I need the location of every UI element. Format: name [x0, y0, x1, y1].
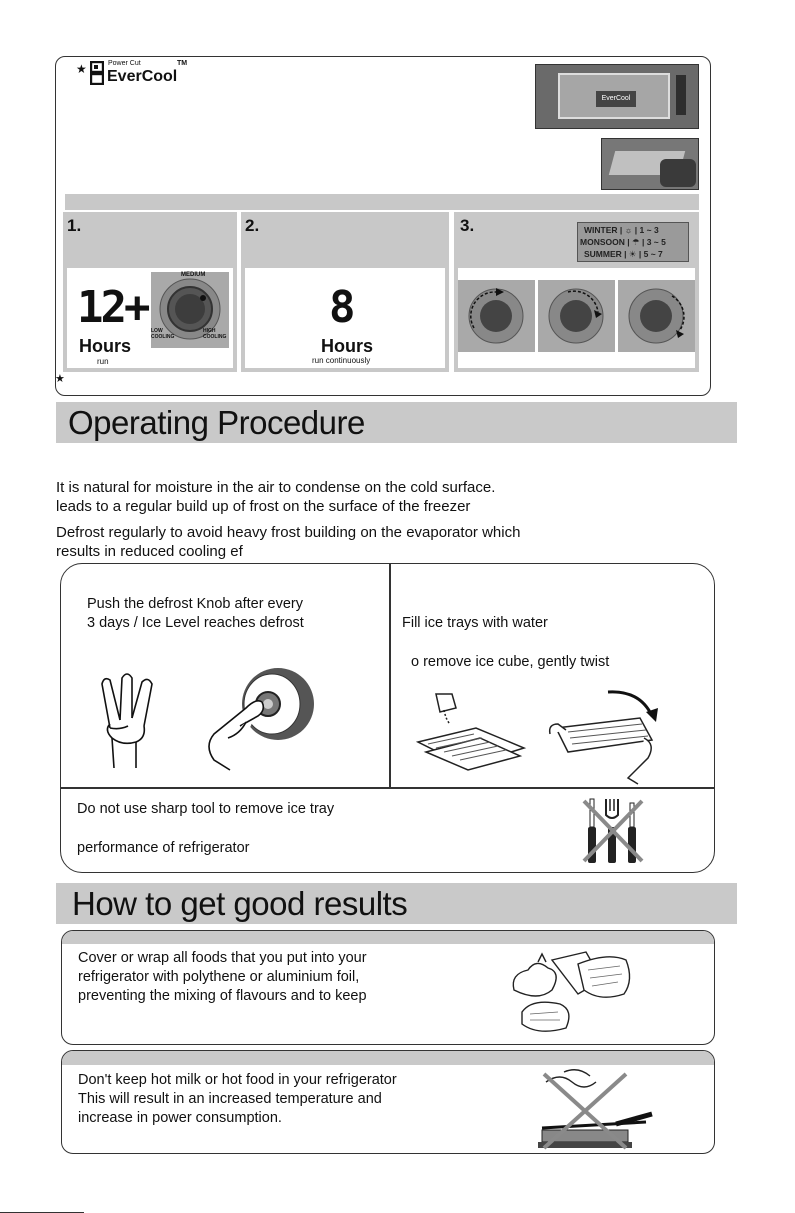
footnote-star-icon: ★: [55, 373, 65, 385]
evercool-strip: [65, 194, 699, 210]
ice-fill-instruction: Fill ice trays with water: [402, 615, 548, 631]
step1-hours: Hours: [79, 336, 132, 356]
logo-tm: TM: [177, 60, 188, 67]
results-title: How to get good results: [72, 885, 408, 922]
box-vertical-divider: [389, 564, 391, 788]
results-title-bar: [56, 883, 737, 924]
ice-tray-twist-icon: [548, 688, 660, 786]
season-row-2: SUMMER | ☀ | 5 ~ 7: [584, 249, 663, 259]
step3-number: 3.: [460, 216, 475, 235]
step1-dial-image: [151, 272, 229, 348]
dial-low-label: LOW COOLING: [151, 328, 175, 340]
logo-brand: EverCool: [107, 68, 178, 85]
step1-panel: [63, 212, 237, 372]
season-row-0: WINTER | ☼ | 1 ~ 3: [584, 225, 659, 235]
star-icon: ★: [76, 62, 87, 76]
dial-icon: [466, 286, 526, 346]
dial-high-label: HIGH COOLING: [203, 328, 227, 340]
evercool-logo: [76, 60, 196, 88]
dial-setting-3: [618, 280, 695, 352]
fridge-photo-1: [535, 64, 699, 129]
defrost-paragraph: Defrost regularly to avoid heavy frost building on the evaporator which results in reduced cooling ef: [56, 524, 521, 560]
dial-setting-2: [538, 280, 615, 352]
step2-number: 2.: [245, 216, 260, 235]
dial-icon: [626, 286, 686, 346]
hot-food-tip: Don't keep hot milk or hot food in your refrigerator This will result in an increased temperature and increase in power consumption.: [78, 1072, 397, 1126]
defrost-knob-press-icon: [200, 664, 320, 774]
sharp-tool-warning: Do not use sharp tool to remove ice tray performance of refrigerator: [77, 801, 335, 856]
box-horizontal-divider: [61, 787, 714, 789]
fridge-photo-label: EverCool: [596, 91, 636, 107]
no-sharp-tools-icon: [580, 797, 646, 865]
step2-sub: run continuously: [312, 356, 371, 365]
dial-medium-label: MEDIUM: [181, 272, 206, 278]
step2-digit: 8: [329, 282, 356, 333]
wrapped-food-icon: [508, 950, 636, 1036]
step1-sub: run: [97, 357, 109, 366]
operating-title: Operating Procedure: [68, 404, 365, 441]
no-hot-food-icon: [536, 1068, 658, 1152]
dial-setting-1: [458, 280, 535, 352]
ice-tray-fill-icon: [416, 690, 528, 772]
season-row-1: MONSOON | ☂ | 3 ~ 5: [580, 237, 666, 247]
evercool-logo-icon: [90, 61, 104, 85]
fridge-photo-2: [601, 138, 699, 190]
step2-panel: [241, 212, 449, 372]
defrost-instruction: Push the defrost Knob after every 3 days / Ice Level reaches defrost: [87, 596, 304, 631]
step2-hours: Hours: [321, 336, 374, 356]
ice-remove-instruction: o remove ice cube, gently twist: [411, 654, 610, 670]
step1-digits: 12+: [77, 282, 148, 333]
step1-number: 1.: [67, 216, 82, 235]
step3-panel: [454, 212, 699, 372]
three-fingers-hand-icon: [92, 668, 162, 772]
cover-food-tip: Cover or wrap all foods that you put into your refrigerator with polythene or aluminium foil, preventing the mixing of flavours and to keep: [78, 950, 367, 1004]
logo-small-text: Power Cut: [108, 60, 141, 67]
dial-icon: [546, 286, 606, 346]
moisture-paragraph: It is natural for moisture in the air to condense on the cold surface. leads to a regular build up of frost on the surface of the freezer: [56, 479, 496, 515]
operating-title-bar: [56, 402, 737, 443]
season-table: [577, 222, 689, 262]
